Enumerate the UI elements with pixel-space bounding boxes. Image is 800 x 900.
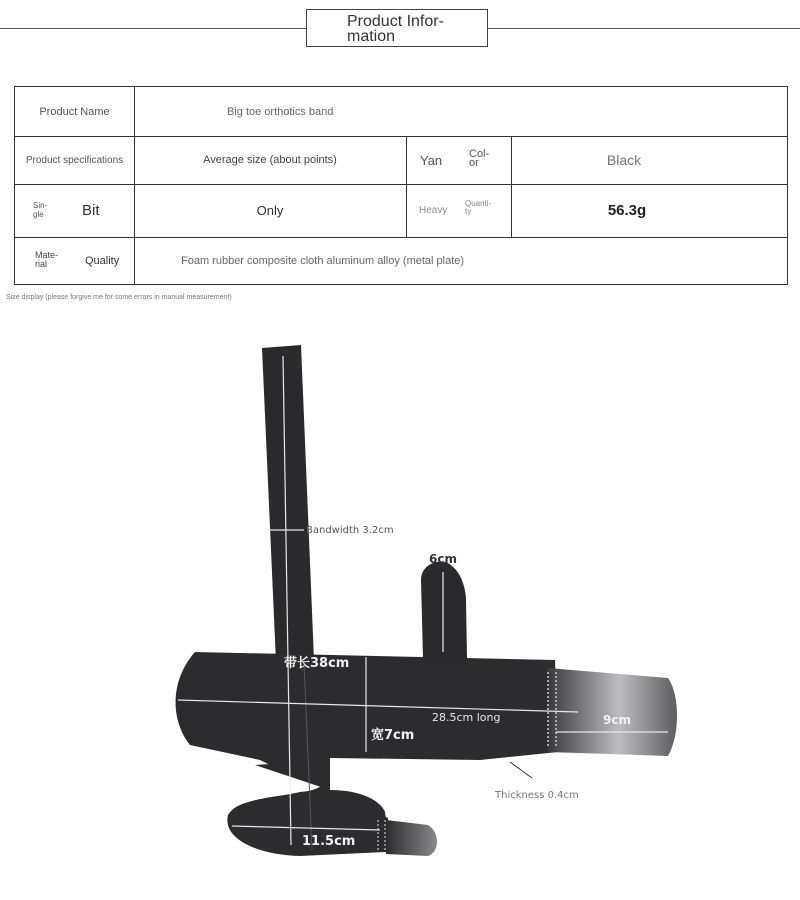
bottom-tab xyxy=(386,820,437,856)
color-label xyxy=(469,150,489,168)
title-line-1: Product Infor- xyxy=(347,13,444,30)
single-label-line-1: Sin- xyxy=(33,201,48,210)
material-value: Foam rubber composite cloth aluminum alloy (metal plate) xyxy=(181,255,465,267)
material-label-line-1: Mate- xyxy=(35,250,59,260)
material-label-suffix: Quality xyxy=(85,255,120,267)
color-label-line-2: or xyxy=(469,157,479,169)
color-value: Black xyxy=(606,152,642,168)
product-name-value: Big toe orthotics band xyxy=(227,106,334,118)
bandwidth-label: Bandwidth 3.2cm xyxy=(306,525,394,536)
single-label xyxy=(33,201,47,219)
header-rule-left xyxy=(0,28,306,29)
width-label: 宽7cm xyxy=(371,728,415,743)
long-label: 28.5cm long xyxy=(432,711,501,724)
single-label-line-2: gle xyxy=(33,210,44,219)
thickness-pointer xyxy=(510,762,532,778)
thickness-label: Thickness 0.4cm xyxy=(495,790,579,801)
material-label-line-2: rial xyxy=(35,259,48,269)
vertical-strap xyxy=(262,345,314,662)
bottom-width-label: 11.5cm xyxy=(302,834,356,849)
section-title xyxy=(306,9,488,47)
product-name-label: Product Name xyxy=(39,105,110,118)
weight-label-line-2: ty xyxy=(465,207,472,216)
weight-label-line-1: Quanti- xyxy=(465,199,492,208)
single-value: Only xyxy=(256,203,284,218)
specifications-label: Product specifications xyxy=(25,154,124,166)
tab-label: 9cm xyxy=(603,713,631,727)
toe-strap xyxy=(421,562,467,658)
color-label-line-1: Col- xyxy=(469,148,490,160)
title-line-2: mation xyxy=(347,28,396,45)
material-label xyxy=(35,251,58,269)
weight-prefix: Heavy xyxy=(419,205,448,216)
single-label-suffix: Bit xyxy=(82,202,100,219)
spec-table xyxy=(14,86,788,285)
size-note: Size display (please forgive me for some errors in manual measurement) xyxy=(6,294,232,301)
col-divider xyxy=(406,136,407,238)
band-length-label: 带长38cm xyxy=(284,656,350,671)
weight-label xyxy=(465,200,491,216)
color-prefix: Yan xyxy=(420,152,443,168)
toe-strap-label: 6cm xyxy=(429,552,457,566)
weight-value: 56.3g xyxy=(607,202,647,219)
header-rule-right xyxy=(488,28,800,29)
product-diagram xyxy=(0,330,800,900)
specifications-value: Average size (about points) xyxy=(203,154,337,166)
